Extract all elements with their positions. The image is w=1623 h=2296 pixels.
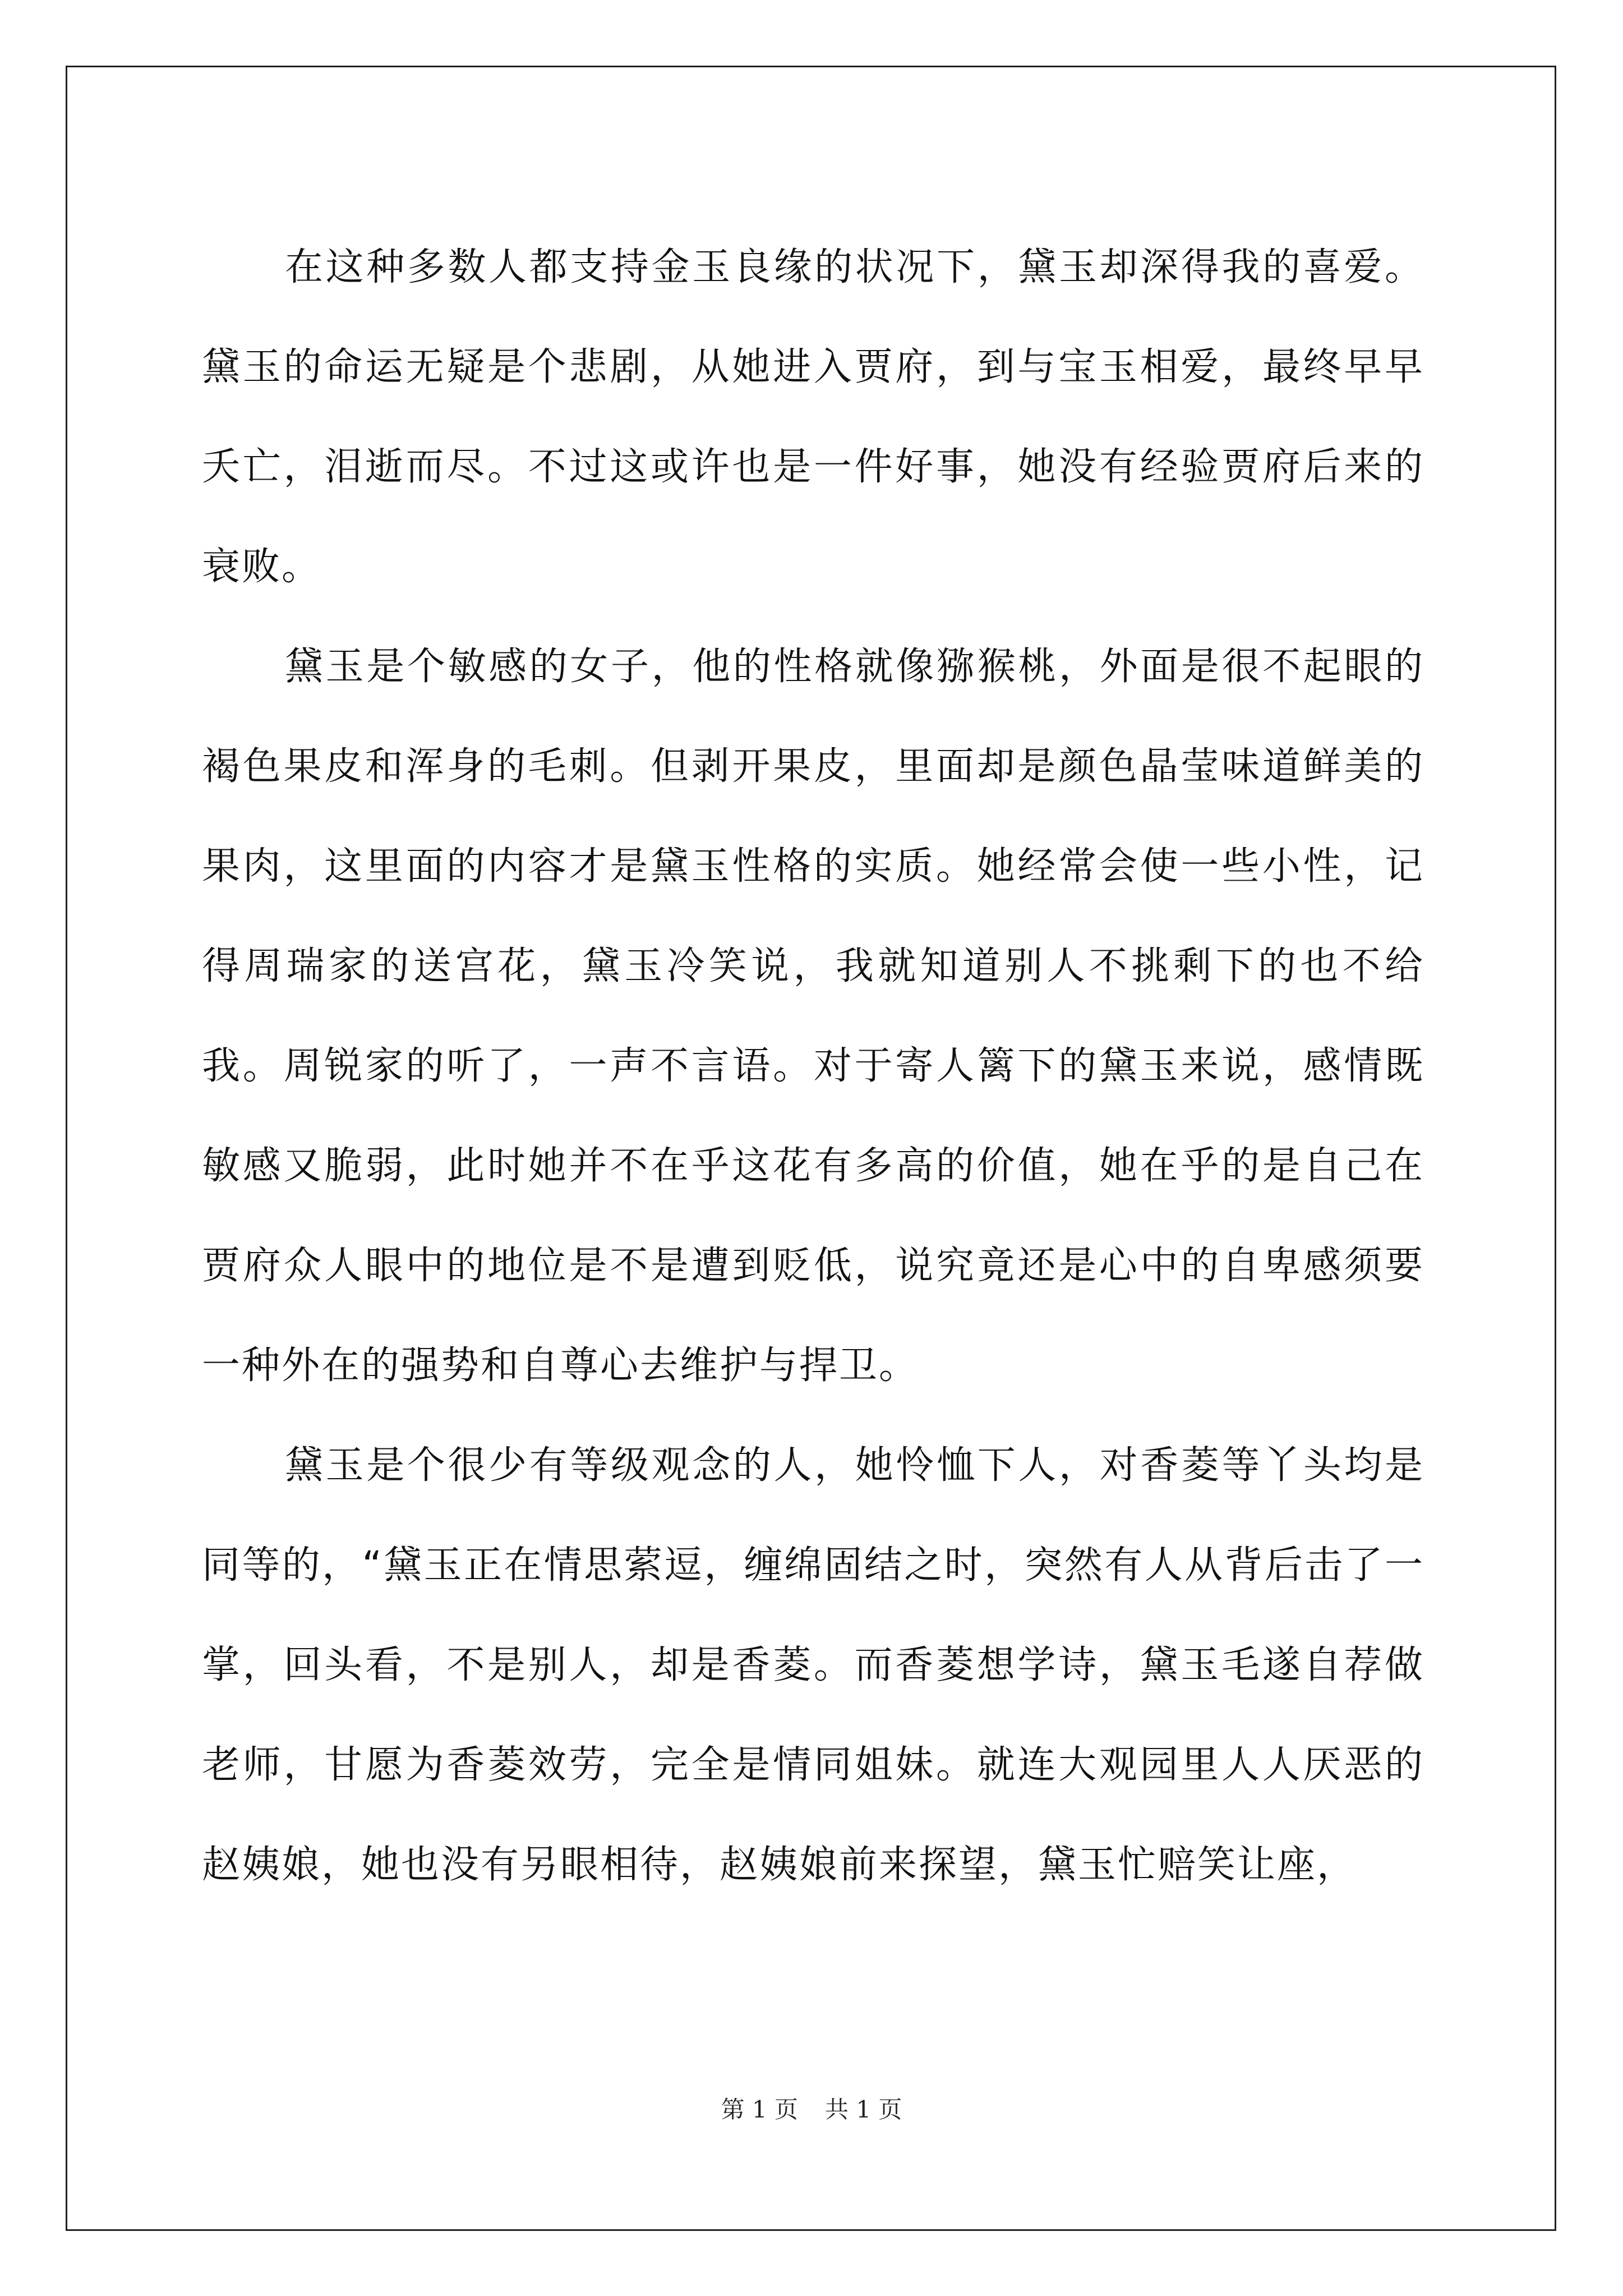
page-footer xyxy=(0,2091,1623,2125)
document-body xyxy=(202,218,1424,1915)
page-number: 第 1 页 xyxy=(721,2096,798,2123)
paragraph-1: 在这种多数人都支持金玉良缘的状况下，黛玉却深得我的喜爱。黛玉的命运无疑是个悲剧，从她进入贾府，到与宝玉相爱，最终早早夭亡，泪逝而尽。不过这或许也是一件好事，她没有经验贾府后来的衰败。 xyxy=(202,245,1424,589)
page-total: 共 1 页 xyxy=(825,2096,902,2123)
paragraph-3: 黛玉是个很少有等级观念的人，她怜恤下人，对香菱等丫头均是同等的，“黛玉正在情思萦逗，缠绵固结之时，突然有人从背后击了一掌，回头看，不是别人，却是香菱。而香菱想学诗，黛玉毛遂自荐做老师，甘愿为香菱效劳，完全是情同姐妹。就连大观园里人人厌恶的赵姨娘，她也没有另眼相待，赵姨娘前来探望，黛玉忙赔笑让座， xyxy=(202,1443,1424,1887)
paragraph-2: 黛玉是个敏感的女子，他的性格就像猕猴桃，外面是很不起眼的褐色果皮和浑身的毛刺。但剥开果皮，里面却是颜色晶莹味道鲜美的果肉，这里面的内容才是黛玉性格的实质。她经常会使一些小性，记得周瑞家的送宫花，黛玉冷笑说，我就知道别人不挑剩下的也不给我。周锐家的听了，一声不言语。对于寄人篱下的黛玉来说，感情既敏感又脆弱，此时她并不在乎这花有多高的价值，她在乎的是自己在贾府众人眼中的地位是不是遭到贬低，说究竟还是心中的自卑感须要一种外在的强势和自尊心去维护与捍卫。 xyxy=(202,645,1424,1388)
